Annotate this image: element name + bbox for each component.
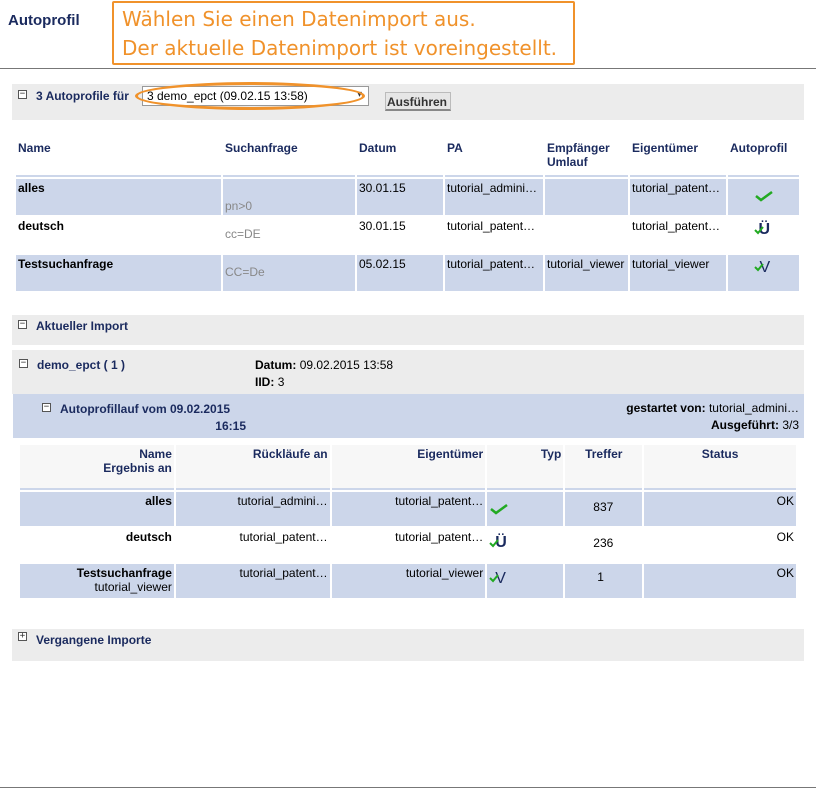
profile-date: 30.01.15: [357, 217, 443, 253]
result-owner: tutorial_viewer: [332, 564, 486, 598]
autoprofile-table: [14, 137, 801, 293]
run-title: Autoprofillauf vom 09.02.2015 16:15: [60, 402, 246, 433]
result-type: [487, 492, 563, 526]
current-import-label: Aktueller Import: [36, 319, 129, 333]
callout-line-2: Der aktuelle Datenimport ist voreingestellt.: [122, 36, 558, 60]
profile-pa: tutorial_admini…: [445, 179, 543, 215]
profile-owner: tutorial_viewer: [630, 255, 726, 291]
table-row[interactable]: [16, 217, 799, 253]
expand-toggle-icon[interactable]: +: [19, 631, 26, 641]
profile-pa: tutorial_patent…: [445, 255, 543, 291]
header-status: Status: [644, 445, 796, 490]
table-row[interactable]: [20, 528, 796, 562]
table-header-row: [16, 139, 799, 177]
results-header-row: [20, 445, 796, 490]
result-returns: tutorial_patent…: [176, 528, 330, 562]
profile-type: [728, 217, 799, 253]
collapse-toggle-icon[interactable]: −: [19, 89, 26, 99]
result-name[interactable]: alles: [20, 492, 174, 526]
check-u-icon: Ü: [489, 532, 511, 554]
profile-name[interactable]: deutsch: [16, 217, 221, 253]
header-owner: Eigentümer: [332, 445, 486, 490]
run-executed: Ausgeführt: 3/3: [710, 418, 799, 432]
header-recipient: [545, 139, 628, 177]
result-hits: 236: [565, 528, 642, 562]
header-returns: Rückläufe an: [176, 445, 330, 490]
result-to: tutorial_viewer: [94, 580, 172, 594]
check-u-icon: Ü: [754, 219, 774, 239]
profile-pa: tutorial_patent…: [445, 217, 543, 253]
import-select-value: 3 demo_epct (09.02.15 13:58): [147, 89, 308, 103]
page-title: Autoprofil: [8, 12, 80, 29]
profile-type: [728, 179, 799, 215]
run-started-by: gestartet von: tutorial_admini…: [626, 401, 799, 415]
header-autoprofile: Autoprofil: [728, 139, 799, 177]
import-name[interactable]: demo_epct ( 1 ): [37, 358, 126, 372]
result-returns: tutorial_admini…: [176, 492, 330, 526]
check-v-icon: V: [754, 257, 774, 277]
result-name[interactable]: deutsch: [20, 528, 174, 562]
header-pa: PA: [445, 139, 543, 177]
profile-owner: tutorial_patent…: [630, 179, 726, 215]
profile-date: 05.02.15: [357, 255, 443, 291]
result-hits: 1: [565, 564, 642, 598]
profile-query: pn>0: [223, 179, 355, 215]
profile-date: 30.01.15: [357, 179, 443, 215]
footer-divider: [0, 787, 816, 788]
check-icon: [754, 187, 774, 203]
result-hits: 837: [565, 492, 642, 526]
import-iid: IID: 3: [255, 375, 285, 389]
table-row[interactable]: [16, 179, 799, 215]
autoprofile-count-label: 3 Autoprofile für: [36, 89, 129, 103]
result-owner: tutorial_patent…: [332, 528, 486, 562]
result-name[interactable]: Testsuchanfrage tutorial_viewer: [20, 564, 174, 598]
profile-owner: tutorial_patent…: [630, 217, 726, 253]
profile-type: [728, 255, 799, 291]
collapse-toggle-icon[interactable]: −: [20, 358, 27, 368]
run-button[interactable]: Ausführen: [385, 92, 451, 111]
result-status: OK: [644, 492, 796, 526]
header-date: Datum: [357, 139, 443, 177]
result-returns: tutorial_patent…: [176, 564, 330, 598]
highlight-oval: [135, 82, 365, 110]
profile-recipient: [545, 179, 628, 215]
import-date: Datum: 09.02.2015 13:58: [255, 358, 394, 372]
collapse-toggle-icon[interactable]: −: [43, 402, 50, 412]
profile-name[interactable]: alles: [16, 179, 221, 215]
header-type: Typ: [487, 445, 563, 490]
results-table: [18, 443, 798, 600]
header-recipient-line2: Umlauf: [547, 155, 588, 169]
table-row[interactable]: [16, 255, 799, 291]
check-icon: [489, 500, 509, 516]
header-name: Name: [16, 139, 221, 177]
table-row[interactable]: [20, 492, 796, 526]
past-imports-label[interactable]: Vergangene Importe: [36, 633, 152, 647]
profile-recipient: tutorial_viewer: [545, 255, 628, 291]
profile-name[interactable]: Testsuchanfrage: [16, 255, 221, 291]
result-owner: tutorial_patent…: [332, 492, 486, 526]
header-recipient-line1: Empfänger: [547, 141, 610, 155]
profile-recipient: [545, 217, 628, 253]
header-query: Suchanfrage: [223, 139, 355, 177]
header-owner: Eigentümer: [630, 139, 726, 177]
profile-query: CC=De: [223, 255, 355, 291]
table-row[interactable]: [20, 564, 796, 598]
instruction-callout: [112, 1, 575, 65]
profile-query: cc=DE: [223, 217, 355, 253]
current-import-bar: [12, 315, 804, 345]
header-name: Name Ergebnis an: [20, 445, 174, 490]
collapse-toggle-icon[interactable]: −: [19, 319, 26, 329]
result-type: [487, 564, 563, 598]
header-divider: [0, 68, 816, 69]
result-status: OK: [644, 528, 796, 562]
result-type: [487, 528, 563, 562]
result-status: OK: [644, 564, 796, 598]
chevron-down-icon: ▾: [356, 89, 362, 100]
header-hits: Treffer: [565, 445, 642, 490]
callout-line-1: Wählen Sie einen Datenimport aus.: [122, 7, 476, 31]
check-v-icon: V: [489, 568, 511, 590]
import-detail-bar: [12, 350, 804, 394]
